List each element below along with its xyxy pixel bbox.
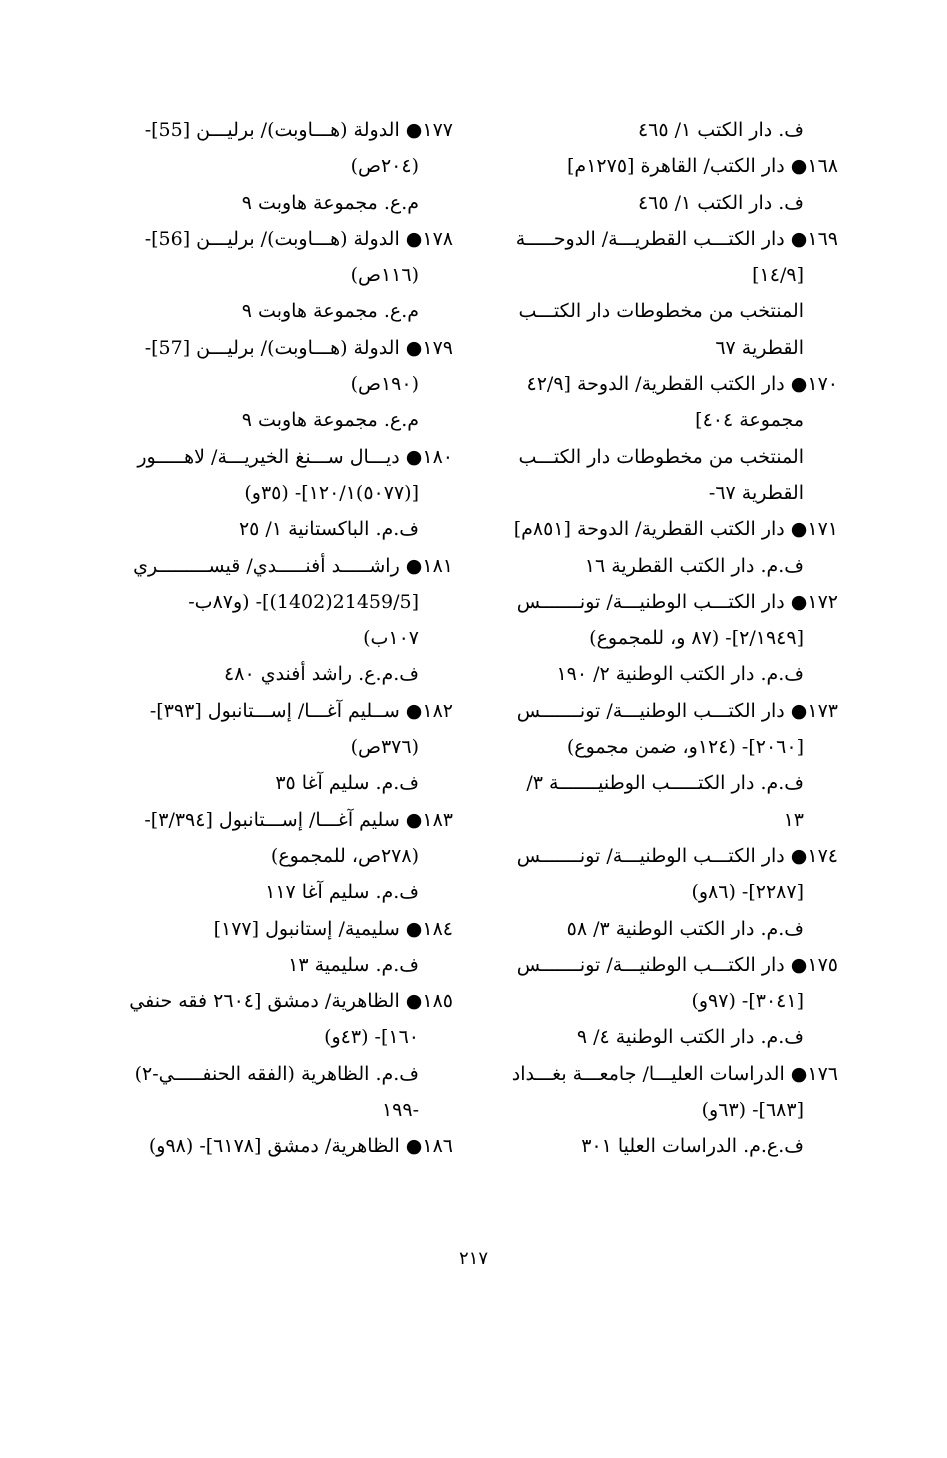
entry-line: المنتخب من مخطوطات دار الكتـــب (518, 300, 804, 323)
entry-line: (١١٦ص) (350, 264, 419, 287)
entry-line: ف.م. الباكستانية ١/ ٢٥ (238, 518, 419, 541)
entry-line: (١٩٠ص) (350, 373, 419, 396)
entry-line: ١٧٢● دار الكتـــب الوطنيـــة/ تونـــــــس (516, 590, 838, 613)
entry-line: ١٧٨● الدولة (هـــاوبت)/ برليـــن [56]- (144, 227, 453, 250)
entry-line: م.ع. مجموعة هاوبت ٩ (241, 409, 419, 432)
entry-line: ف.م. دار الكتب القطرية ١٦ (584, 554, 804, 577)
entry-line: [٦٨٣]- (٦٣و) (701, 1099, 804, 1122)
entry-line: ف.م. الظاهرية (الفقه الحنفـــــي-٢) (134, 1062, 419, 1085)
entry-line: [٢٠٦٠]- (١٢٤و، ضمن مجموع) (566, 736, 804, 759)
entry-line: ف. دار الكتب ١/ ٤٦٥ (637, 119, 804, 141)
entry-line: [21459/5(1402)]- (و٨٧ب- (188, 590, 419, 613)
entry-line: ف.م. سليم آغا ٣٥ (275, 772, 419, 795)
entry-line: [(٥٠٧٧)١٢٠/١]- (٣٥و) (244, 481, 419, 504)
entry-line: (٢٠٤ص) (350, 155, 419, 178)
entry-line: ١٧٥● دار الكتـــب الوطنيـــة/ تونـــــــس (516, 953, 838, 976)
entry-line: القطرية ٦٧ (715, 336, 804, 359)
entry-line: ١٣ (783, 808, 804, 831)
entry-line: ١٧٧● الدولة (هـــاوبت)/ برليـــن [55]- (144, 119, 453, 141)
entry-line: ١٧٣● دار الكتـــب الوطنيـــة/ تونـــــــس (516, 699, 838, 722)
entry-line: ١٦٩● دار الكتـــب القطريـــة/ الدوحـــــة (515, 227, 838, 250)
entry-line: (٢٧٨ص، للمجموع) (270, 844, 419, 867)
entry-line: ١٠٧ب) (363, 627, 419, 650)
entry-line: ١٨٠● ديـــال ســـنغ الخيريـــة/ لاهـــــور (137, 445, 453, 468)
entry-line: ف.م. سليمية ١٣ (288, 953, 419, 976)
entry-line: ١٨٥● الظاهرية/ دمشق [٢٦٠٤ فقه حنفي (129, 990, 453, 1013)
entry-line: ١٧٩● الدولة (هـــاوبت)/ برليـــن [57]- (144, 336, 453, 359)
page-number: ٢١٧ (458, 1248, 488, 1269)
entry-line: ف. دار الكتب ١/ ٤٦٥ (637, 191, 804, 214)
entry-line: ١٧٦● الدراسات العليـــا/ جامعـــة بغـــداد (511, 1062, 838, 1085)
entry-line: مجموعة ٤٠٤] (695, 409, 804, 432)
entry-line: [١٤/٩] (752, 264, 804, 287)
entry-line: ١٧١● دار الكتب القطرية/ الدوحة [٨٥١م] (513, 518, 838, 541)
entry-line: ١٨٤● سليمية/ إستانبول [١٧٧] (213, 917, 453, 940)
entry-line: ف.م. دار الكتب الوطنية ٣/ ٥٨ (566, 917, 804, 940)
entry-line: ١٨١● راشـــــد أفنـــــدي/ قيســـــــــري (133, 554, 453, 577)
entry-line: (٣٧٦ص) (350, 736, 419, 759)
entry-line: ١٦٨● دار الكتب/ القاهرة [١٢٧٥م] (567, 155, 838, 178)
right-column (495, 112, 838, 1165)
entry-line: ١٨٢● ســليم آغـــا/ إســـتانبول [٣٩٣]- (149, 699, 453, 722)
entry-line: م.ع. مجموعة هاوبت ٩ (241, 300, 419, 323)
entry-line: ف.م. دار الكتب الوطنية ٢/ ١٩٠ (556, 663, 804, 686)
entry-line: ف.م.ع. راشد أفندي ٤٨٠ (224, 663, 419, 686)
entry-line: [٣٠٤١]- (٩٧و) (691, 990, 804, 1013)
entry-line: ١٧٤● دار الكتـــب الوطنيـــة/ تونـــــــس (516, 844, 838, 867)
entry-line: م.ع. مجموعة هاوبت ٩ (241, 191, 419, 214)
left-column (110, 112, 453, 1165)
entry-line: المنتخب من مخطوطات دار الكتـــب (518, 445, 804, 468)
entry-line: [٢٢٨٧]- (٨٦و) (691, 881, 804, 904)
entry-line: ف.ع.م. الدراسات العليا ٣٠١ (581, 1135, 804, 1158)
entry-line: القطرية ٦٧- (708, 481, 804, 504)
entry-line: ١٨٣● سليم آغـــا/ إســـتانبول [٣/٣٩٤]- (144, 808, 453, 831)
entry-line: -١٩٩ (381, 1099, 419, 1122)
entry-line: ١٨٦● الظاهرية/ دمشق [٦١٧٨]- (٩٨و) (148, 1135, 453, 1158)
entry-line: ف.م. دار الكتب الوطنية ٤/ ٩ (576, 1026, 804, 1049)
entry-line: ف.م. دار الكتـــــب الوطنيـــــــة ٣/ (526, 772, 804, 795)
entry-line: [٢/١٩٤٩]- (٨٧ و، للمجموع) (589, 627, 804, 650)
entry-line: ف.م. سليم آغا ١١٧ (265, 881, 419, 904)
entry-line: ١٦٠]- (٤٣و) (324, 1026, 419, 1049)
entry-line: ١٧٠● دار الكتب القطرية/ الدوحة [٤٢/٩ (526, 373, 838, 396)
